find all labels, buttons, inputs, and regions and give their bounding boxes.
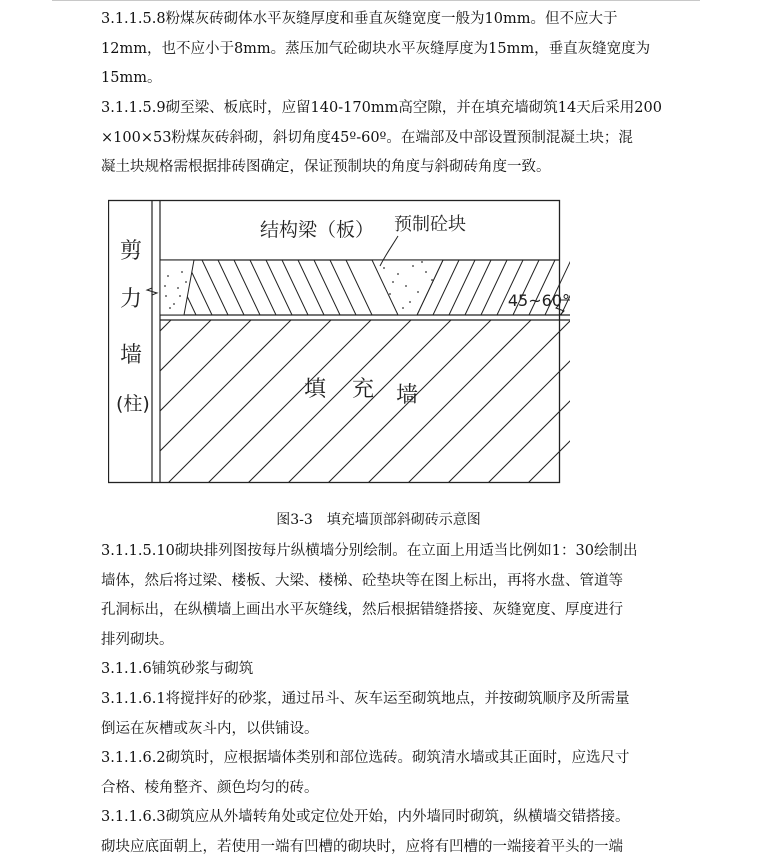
paragraph-3-1-1-6-3 bbox=[101, 803, 701, 862]
wall-label-char: 墙 bbox=[120, 343, 142, 368]
infill-wall-diagram bbox=[108, 196, 570, 486]
text-line: 3.1.1.6.3砌筑应从外墙转角处或定位处开始，内外墙同时砌筑，纵横墙交错搭接。 bbox=[101, 803, 701, 833]
paragraph-3-1-1-5-9 bbox=[101, 94, 701, 183]
infill-label-char: 墙 bbox=[396, 383, 418, 408]
precast-block-center bbox=[372, 260, 443, 315]
wall-label-char: 力 bbox=[120, 287, 142, 312]
figure-caption: 图3-3 填充墙顶部斜砌砖示意图 bbox=[0, 508, 757, 532]
paragraph-3-1-1-6-2 bbox=[101, 744, 701, 803]
text-line: 3.1.1.6.1将搅拌好的砂浆，通过吊斗、灰车运至砌筑地点，并按砌筑顺序及所需量 bbox=[101, 685, 701, 715]
text-line: 排列砌块。 bbox=[101, 626, 701, 656]
paragraph-3-1-1-6-1 bbox=[101, 685, 701, 744]
text-line: 孔洞标出，在纵横墙上画出水平灰缝线，然后根据错缝搭接、灰缝宽度、厚度进行 bbox=[101, 596, 701, 626]
text-line: ×100×53粉煤灰砖斜砌，斜切角度45º-60º。在端部及中部设置预制混凝土块；混 bbox=[101, 124, 701, 154]
text-line: 3.1.1.6.2砌筑时，应根据墙体类别和部位选砖。砌筑清水墙或其正面时，应选尺寸 bbox=[101, 744, 701, 774]
figure-frame bbox=[109, 201, 560, 483]
text-line: 3.1.1.5.9砌至梁、板底时，应留140-170mm高空隙，并在填充墙砌筑14天后采用200 bbox=[101, 94, 701, 124]
text-line: 倒运在灰槽或灰斗内，以供铺设。 bbox=[101, 715, 701, 745]
figure-diagram bbox=[108, 196, 570, 486]
precast-block-label: 预制砼块 bbox=[394, 214, 466, 235]
text-line: 合格、棱角整齐、颜色均匀的砖。 bbox=[101, 774, 701, 804]
text-line: 墙体，然后将过梁、楼板、大梁、楼梯、砼垫块等在图上标出，再将水盘、管道等 bbox=[101, 567, 701, 597]
paragraph-3-1-1-5-10 bbox=[101, 537, 701, 655]
infill-wall-hatch bbox=[108, 320, 570, 483]
infill-label-char: 填 bbox=[304, 377, 328, 402]
text-line: 12mm，也不应小于8mm。蒸压加气砼砌块水平灰缝厚度为15mm，垂直灰缝宽度为 bbox=[101, 35, 701, 65]
text-line: 15mm。 bbox=[101, 64, 701, 94]
section-heading: 3.1.1.6铺筑砂浆与砌筑 bbox=[101, 655, 701, 685]
paragraph-3-1-1-5-8 bbox=[101, 5, 701, 94]
text-line: 3.1.1.5.8粉煤灰砖砌体水平灰缝厚度和垂直灰缝宽度一般为10mm。但不应大于 bbox=[101, 5, 701, 35]
slanted-brick-hatch bbox=[138, 260, 570, 315]
angle-label: 45~60° bbox=[508, 291, 570, 310]
text-line: 3.1.1.5.10砌块排列图按每片纵横墙分别绘制。在立面上用适当比例如1：30绘制出 bbox=[101, 537, 701, 567]
page-top-border bbox=[52, 0, 700, 1]
beam-slab-label: 结构梁（板） bbox=[260, 219, 374, 241]
text-line: 凝土块规格需根据排砖图确定，保证预制块的角度与斜砌砖角度一致。 bbox=[101, 153, 701, 183]
heading-3-1-1-6 bbox=[101, 655, 701, 685]
precast-block-left bbox=[160, 260, 194, 315]
wall-label-char: 剪 bbox=[120, 239, 142, 264]
infill-label-char: 充 bbox=[352, 377, 374, 402]
text-line: 砌块应底面朝上，若使用一端有凹槽的砌块时，应将有凹槽的一端接着平头的一端 bbox=[101, 833, 701, 862]
wall-label-char: (柱) bbox=[116, 393, 150, 415]
